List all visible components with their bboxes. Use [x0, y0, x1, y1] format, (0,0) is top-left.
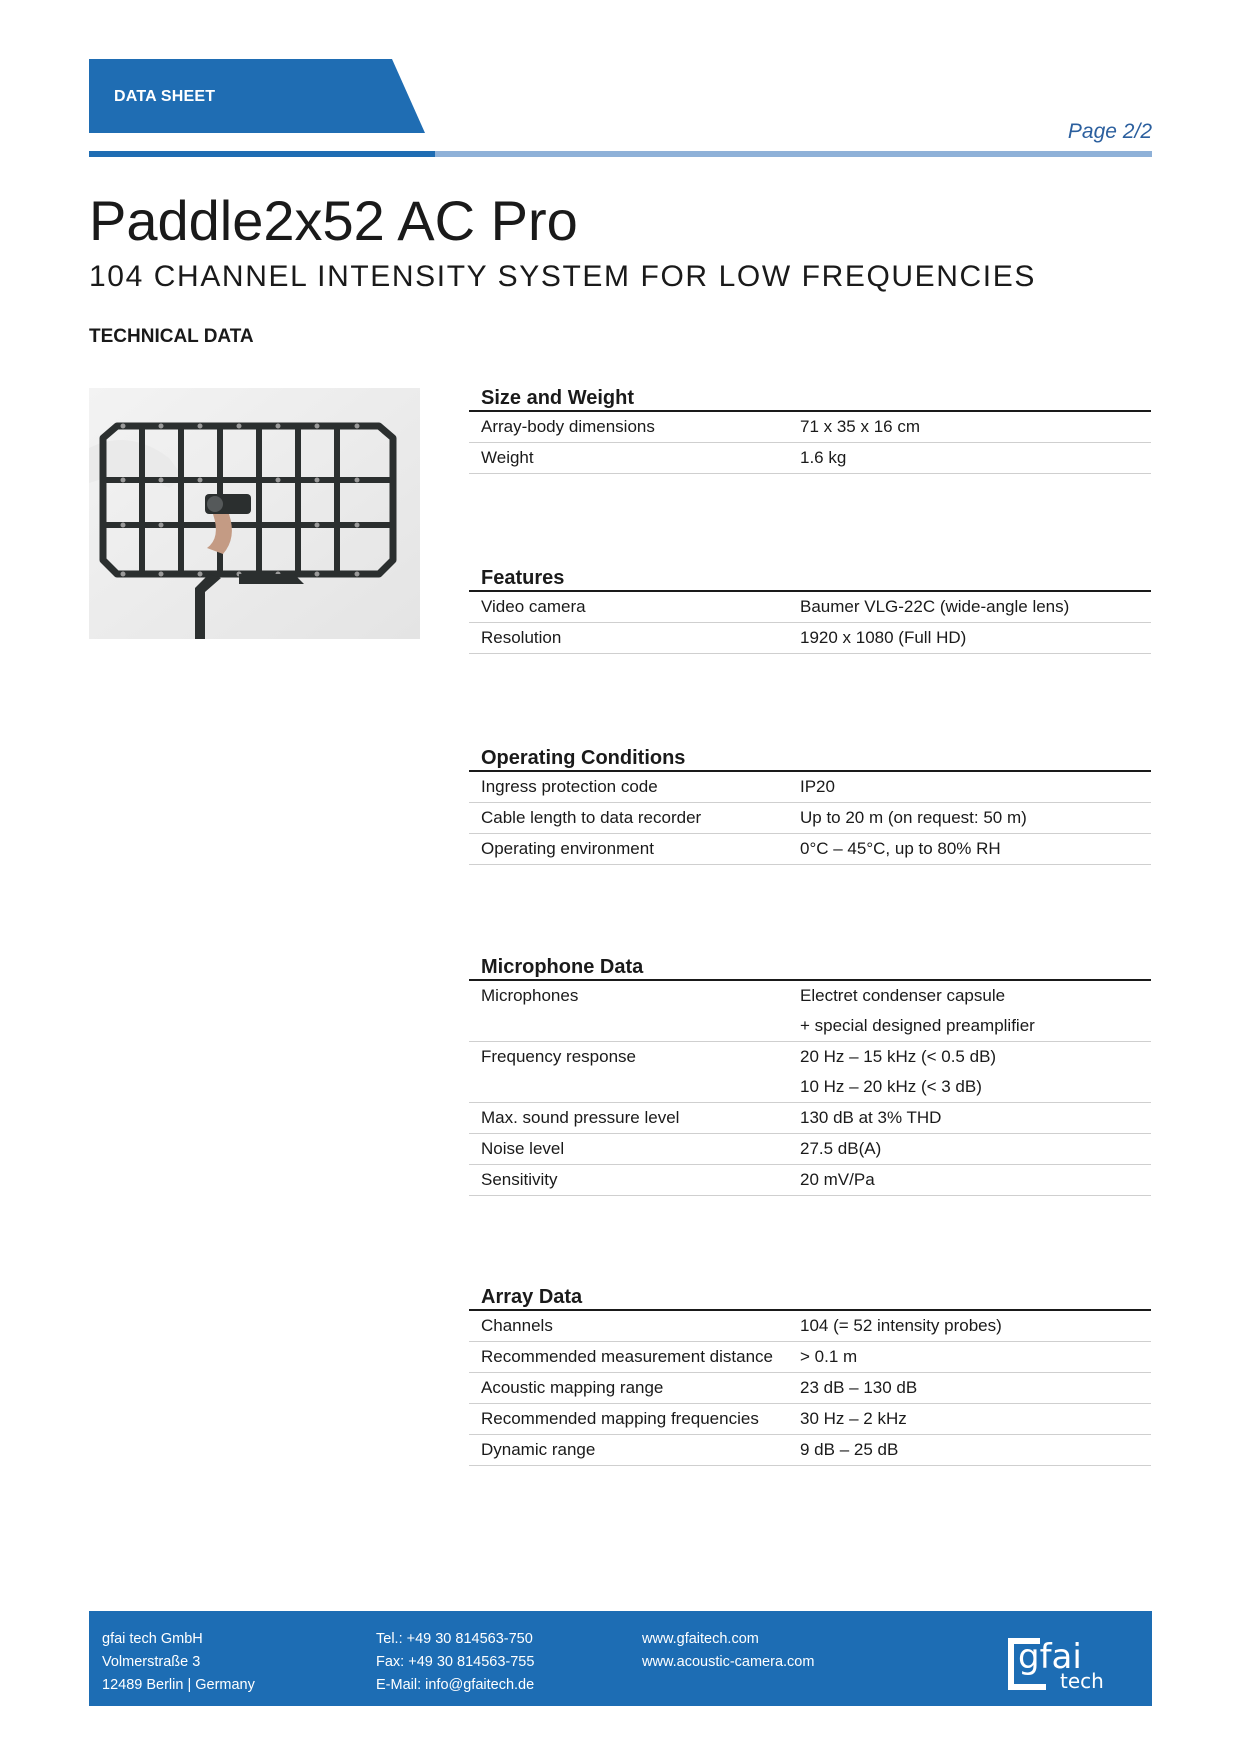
spec-value-line: 9 dB – 25 dB	[800, 1440, 899, 1459]
spec-label: Microphones	[481, 986, 579, 1005]
header-tab	[89, 59, 425, 133]
footer-address	[102, 1628, 255, 1697]
spec-value-line: 20 mV/Pa	[800, 1170, 875, 1189]
spec-value	[800, 834, 1151, 864]
footer-website-link[interactable]: www.gfaitech.com	[642, 1631, 759, 1647]
spec-label: Weight	[481, 448, 534, 467]
spec-label: Ingress protection code	[481, 777, 658, 796]
spec-value	[800, 1342, 1151, 1372]
spec-value	[800, 1373, 1151, 1403]
spec-value	[800, 592, 1151, 622]
spec-value	[800, 1103, 1151, 1133]
gfai-tech-logo	[1006, 1628, 1126, 1698]
spec-row	[469, 803, 1151, 834]
spec-row	[469, 1042, 1151, 1103]
spec-label: Array-body dimensions	[481, 417, 655, 436]
header-tab-label: DATA SHEET	[114, 88, 216, 105]
spec-value	[800, 1165, 1151, 1195]
spec-row	[469, 981, 1151, 1042]
spec-row	[469, 623, 1151, 654]
spec-section	[469, 1283, 1151, 1466]
spec-section	[469, 564, 1151, 654]
spec-label: Acoustic mapping range	[481, 1378, 664, 1397]
spec-section-title: Array Data	[469, 1283, 1151, 1311]
spec-section-title: Microphone Data	[469, 953, 1151, 981]
spec-value	[800, 1435, 1151, 1465]
spec-label: Resolution	[481, 628, 562, 647]
spec-label: Recommended measurement distance	[481, 1347, 773, 1366]
spec-value	[800, 443, 1151, 473]
header-divider	[89, 151, 1152, 157]
spec-value-line: 10 Hz – 20 kHz (< 3 dB)	[800, 1077, 982, 1096]
spec-row	[469, 1103, 1151, 1134]
spec-value-line: 104 (= 52 intensity probes)	[800, 1316, 1002, 1335]
logo-text-bottom: tech	[1060, 1669, 1104, 1693]
spec-section	[469, 744, 1151, 865]
spec-label: Operating environment	[481, 839, 654, 858]
footer-email[interactable]: E-Mail: info@gfaitech.de	[376, 1677, 535, 1693]
spec-value	[800, 1311, 1151, 1341]
footer-city: 12489 Berlin | Germany	[102, 1677, 255, 1693]
footer	[89, 1611, 1152, 1706]
spec-row	[469, 834, 1151, 865]
page-number: Page 2/2	[1067, 120, 1152, 143]
spec-value-line: 71 x 35 x 16 cm	[800, 417, 921, 436]
spec-label: Channels	[481, 1316, 553, 1335]
spec-label: Max. sound pressure level	[481, 1108, 680, 1127]
spec-value-line: Baumer VLG-22C (wide-angle lens)	[800, 597, 1070, 616]
spec-row	[469, 1404, 1151, 1435]
spec-section-title: Size and Weight	[469, 384, 1151, 412]
spec-value-line: 27.5 dB(A)	[800, 1139, 882, 1158]
spec-value	[800, 412, 1151, 442]
product-title: Paddle2x52 AC Pro	[89, 189, 578, 252]
spec-value-line: 23 dB – 130 dB	[800, 1378, 918, 1397]
spec-row	[469, 592, 1151, 623]
spec-label: Cable length to data recorder	[481, 808, 702, 827]
footer-company: gfai tech GmbH	[102, 1631, 203, 1647]
spec-value-line: 1.6 kg	[800, 448, 847, 467]
product-subtitle: 104 CHANNEL INTENSITY SYSTEM FOR LOW FREQUENCIES	[89, 260, 1036, 293]
spec-row	[469, 443, 1151, 474]
spec-value-line: IP20	[800, 777, 835, 796]
logo-text-top: gfai	[1018, 1637, 1082, 1677]
section-label-technical-data: TECHNICAL DATA	[89, 326, 254, 347]
spec-value	[800, 1404, 1151, 1434]
spec-section-title: Operating Conditions	[469, 744, 1151, 772]
spec-value-line: 30 Hz – 2 kHz	[800, 1409, 907, 1428]
spec-value	[800, 981, 1151, 1041]
spec-section	[469, 953, 1151, 1196]
spec-label: Noise level	[481, 1139, 565, 1158]
footer-street: Volmerstraße 3	[102, 1654, 201, 1670]
spec-row	[469, 1342, 1151, 1373]
spec-value	[800, 803, 1151, 833]
spec-value-line: 1920 x 1080 (Full HD)	[800, 628, 967, 647]
spec-value	[800, 1042, 1151, 1102]
spec-value-line: 0°C – 45°C, up to 80% RH	[800, 839, 1001, 858]
footer-web	[642, 1628, 814, 1674]
spec-value-line: Up to 20 m (on request: 50 m)	[800, 808, 1027, 827]
spec-row	[469, 412, 1151, 443]
spec-value	[800, 772, 1151, 802]
spec-label: Dynamic range	[481, 1440, 596, 1459]
footer-phone: Tel.: +49 30 814563-750	[376, 1631, 533, 1647]
spec-label: Sensitivity	[481, 1170, 558, 1189]
spec-label: Frequency response	[481, 1047, 636, 1066]
spec-row	[469, 772, 1151, 803]
spec-row	[469, 1311, 1151, 1342]
spec-row	[469, 1435, 1151, 1466]
spec-section	[469, 384, 1151, 474]
product-photo	[89, 388, 420, 639]
spec-value	[800, 1134, 1151, 1164]
spec-value-line: 130 dB at 3% THD	[800, 1108, 942, 1127]
footer-contact	[376, 1628, 534, 1697]
spec-value-line: Electret condenser capsule	[800, 986, 1006, 1005]
spec-row	[469, 1134, 1151, 1165]
spec-row	[469, 1165, 1151, 1196]
spec-value-line: > 0.1 m	[800, 1347, 858, 1366]
paddle-array-illustration	[89, 388, 420, 639]
spec-value	[800, 623, 1151, 653]
spec-section-title: Features	[469, 564, 1151, 592]
spec-row	[469, 1373, 1151, 1404]
footer-acoustic-camera-link[interactable]: www.acoustic-camera.com	[642, 1654, 815, 1670]
spec-label: Video camera	[481, 597, 586, 616]
spec-label: Recommended mapping frequencies	[481, 1409, 759, 1428]
spec-value-line: 20 Hz – 15 kHz (< 0.5 dB)	[800, 1047, 997, 1066]
spec-value-line: + special designed preamplifier	[800, 1016, 1035, 1035]
footer-fax: Fax: +49 30 814563-755	[376, 1654, 535, 1670]
